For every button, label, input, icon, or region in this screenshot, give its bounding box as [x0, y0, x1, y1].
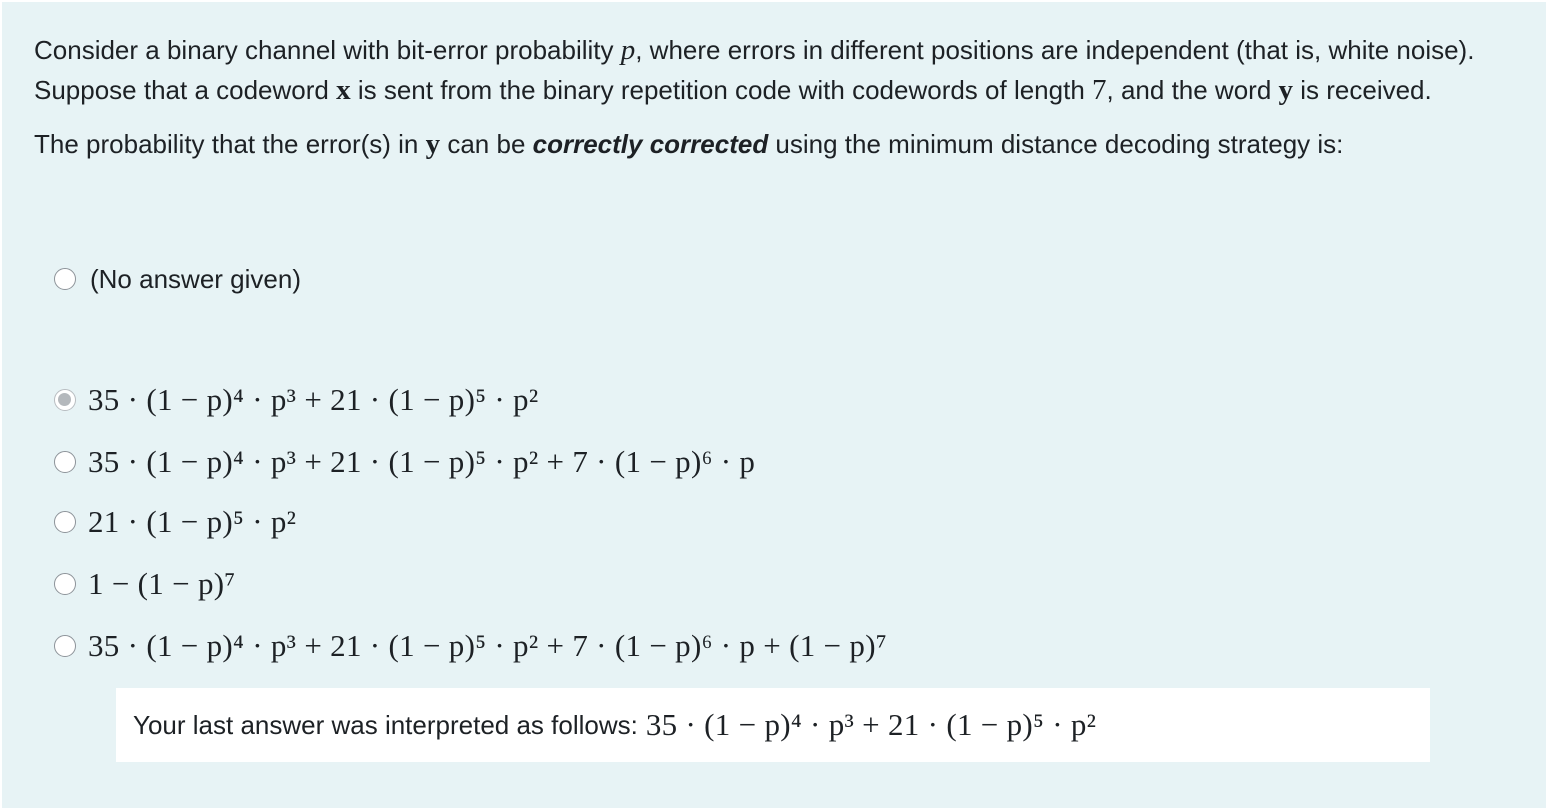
question-text — [34, 30, 1514, 164]
math-variable-y: y — [425, 128, 441, 160]
answer-option-4[interactable] — [54, 564, 236, 604]
code-length-value: 7 — [1092, 74, 1107, 106]
answer-option-formula: 35 · (1 − p)⁴ · p³ + 21 · (1 − p)⁵ · p² — [88, 382, 539, 417]
question-text-segment: , where errors in different positions are independent (that is, white noise). Suppose that a codeword — [34, 35, 1475, 105]
question-text-segment: , and the word — [1106, 75, 1279, 105]
radio-button[interactable] — [54, 451, 76, 473]
question-text-segment: Consider a binary channel with bit-error probability — [34, 35, 621, 65]
answer-option-formula: 35 · (1 − p)⁴ · p³ + 21 · (1 − p)⁵ · p² + 7 · (1 − p)⁶ · p — [88, 444, 756, 479]
answer-option-5[interactable] — [54, 626, 887, 666]
math-variable-p: p — [620, 34, 636, 66]
answer-option-2[interactable] — [54, 442, 755, 482]
answer-feedback-box — [116, 688, 1430, 762]
radio-button[interactable] — [54, 573, 76, 595]
math-variable-x: x — [336, 74, 351, 106]
radio-button-selected[interactable] — [54, 389, 76, 411]
feedback-text: Your last answer was interpreted as follows: — [133, 709, 638, 740]
radio-button[interactable] — [54, 511, 76, 533]
question-text-segment: is received. — [1293, 75, 1432, 105]
feedback-formula: 35 · (1 − p)⁴ · p³ + 21 · (1 − p)⁵ · p² — [645, 707, 1097, 742]
question-paragraph-2 — [34, 124, 1514, 164]
question-text-segment: using the minimum distance decoding strategy is: — [768, 129, 1344, 159]
answer-option-formula: 35 · (1 − p)⁴ · p³ + 21 · (1 − p)⁵ · p² + 7 · (1 − p)⁶ · p + (1 − p)⁷ — [88, 628, 887, 663]
radio-button[interactable] — [54, 635, 76, 657]
question-paragraph-1 — [34, 30, 1514, 110]
answer-option-formula: 1 − (1 − p)⁷ — [88, 566, 236, 601]
answer-option-no-answer[interactable] — [54, 259, 301, 299]
question-text-segment: The probability that the error(s) in — [34, 129, 426, 159]
emphasis-text: correctly corrected — [532, 129, 769, 159]
answer-option-3[interactable] — [54, 502, 296, 542]
question-text-segment: is sent from the binary repetition code with codewords of length — [350, 75, 1093, 105]
math-variable-y: y — [1278, 74, 1294, 106]
answer-option-formula: 21 · (1 − p)⁵ · p² — [88, 504, 297, 539]
question-text-segment: can be — [440, 129, 533, 159]
answer-option-1[interactable] — [54, 380, 538, 420]
answer-option-label: (No answer given) — [90, 263, 301, 294]
radio-button[interactable] — [54, 268, 76, 290]
